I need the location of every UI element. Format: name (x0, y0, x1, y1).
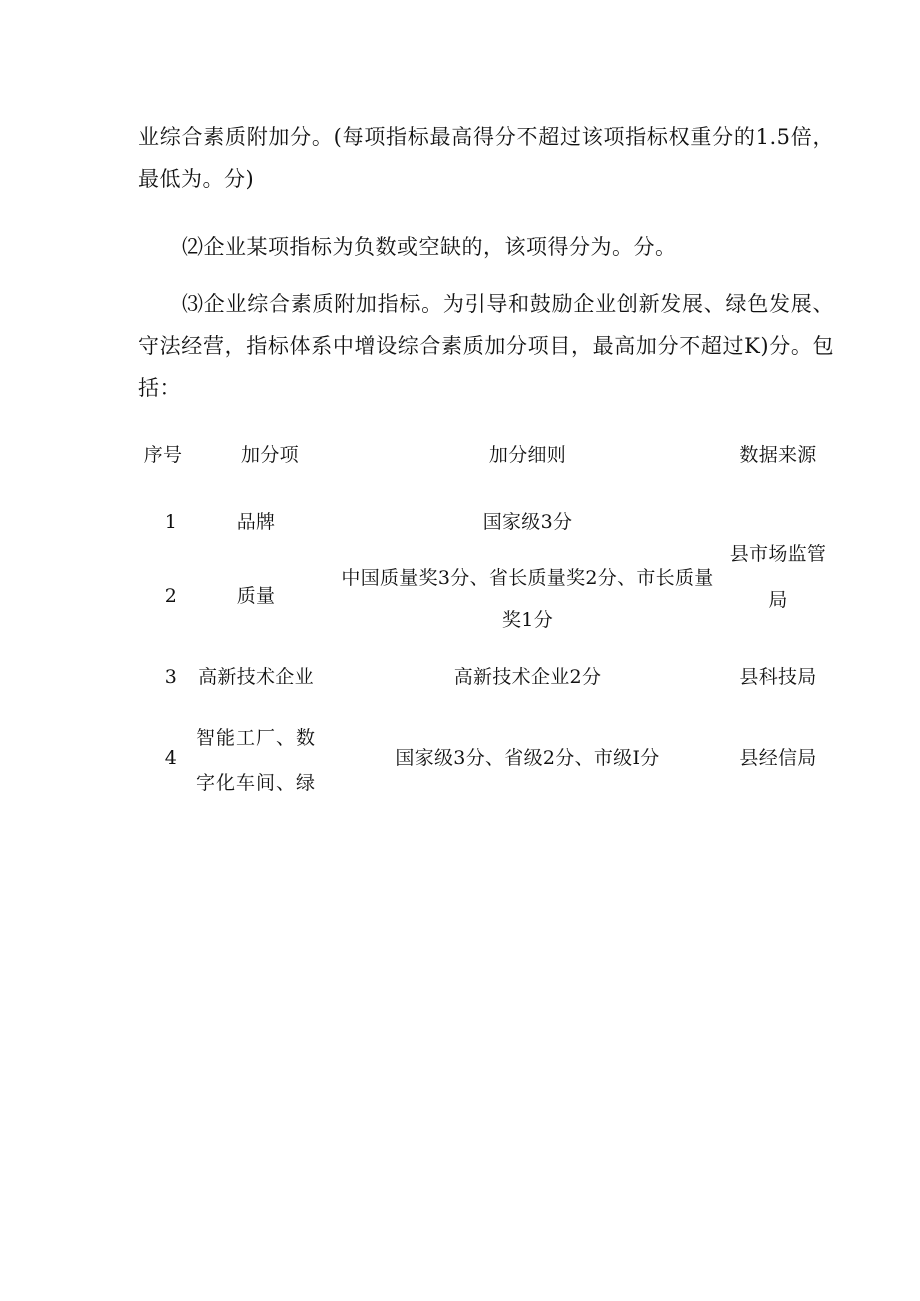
paragraph-2: ⑵企业某项指标为负数或空缺的，该项得分为。分。 (182, 235, 677, 259)
row-3-no: 3 (164, 666, 178, 688)
header-bonus-rules: 加分细则 (488, 444, 567, 466)
row-3-rule: 高新技术企业2分 (453, 666, 602, 688)
header-bonus-item: 加分项 (241, 444, 299, 466)
row-4-rule: 国家级3分、省级2分、市级I分 (395, 747, 660, 769)
row-2-item: 质量 (236, 585, 276, 607)
row-3-item: 高新技术企业 (198, 666, 314, 688)
row-1-item: 品牌 (236, 511, 276, 533)
row-1-rule: 国家级3分 (482, 511, 573, 533)
row-4-item: 智能工厂、数字化车间、绿 (195, 727, 316, 794)
row-1-no: 1 (164, 511, 178, 533)
header-serial-no: 序号 (143, 444, 183, 466)
paragraph-1: 业综合素质附加分。(每项指标最高得分不超过该项指标权重分的1.5倍，最低为。分) (138, 125, 834, 191)
row-4-source: 县经信局 (739, 747, 817, 769)
paragraph-3: ⑶企业综合素质附加指标。为引导和鼓励企业创新发展、绿色发展、守法经营，指标体系中增设综合素质加分项目，最高加分不超过K)分。包括： (138, 292, 834, 400)
row-4-no: 4 (164, 747, 178, 769)
row-2-no: 2 (164, 585, 178, 607)
row-1-2-source: 县市场监管局 (729, 543, 827, 611)
row-2-rule: 中国质量奖3分、省长质量奖2分、市长质量奖1分 (341, 567, 714, 631)
header-data-source: 数据来源 (739, 444, 817, 466)
row-3-source: 县科技局 (739, 666, 817, 688)
